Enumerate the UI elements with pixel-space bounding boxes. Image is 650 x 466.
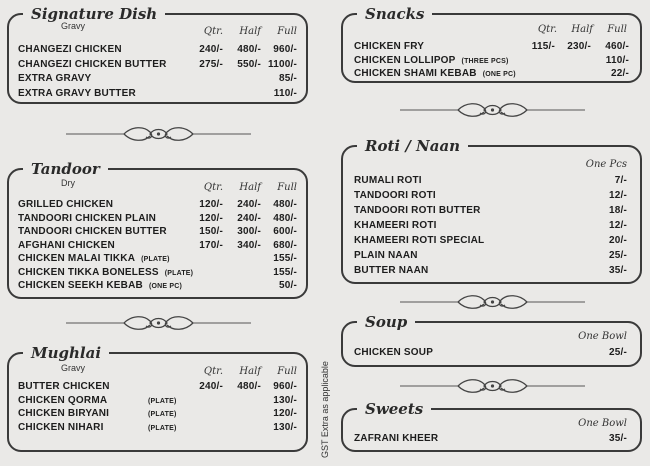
item-name: CHICKEN SOUP [354,347,434,358]
price-full: 680/- [273,239,297,251]
roti-naan-section [341,137,642,284]
price-full: 130/- [273,394,297,406]
menu-item-row [18,394,306,408]
item-name: BUTTER CHICKEN [18,381,110,392]
item-name: KHAMEERI ROTI SPECIAL [354,235,485,246]
price-one: 7/- [614,175,627,186]
price-full: 960/- [273,44,297,55]
price-full: 110/- [605,54,629,66]
price-qtr: 170/- [199,239,223,251]
menu-item-row [18,87,306,101]
tandoor-section [7,160,308,299]
item-name: PLAIN NAAN [354,250,418,261]
price-one: 25/- [608,347,627,358]
menu-item-row [18,43,306,57]
item-note: (THREE PCS) [461,57,509,65]
item-name: ZAFRANI KHEER [354,433,439,444]
price-full: 460/- [605,41,629,52]
section-title: Mughlai [23,345,109,361]
item-name: CHICKEN FRY [354,41,425,52]
menu-item-row [354,204,640,218]
price-full: 130/- [273,421,297,433]
menu-item-row [18,421,306,435]
item-note: (ONE PC) [148,283,183,290]
header-half: Half [239,366,261,377]
item-name: GRILLED CHICKEN [18,199,114,210]
item-name: BUTTER NAAN [354,265,429,276]
gst-note: GST Extra as applicable [320,361,330,458]
menu-item-row [354,219,640,233]
item-name: AFGHANI CHICKEN [18,239,115,251]
item-name: CHANGEZI CHICKEN [18,44,122,55]
price-one: 35/- [608,433,627,444]
menu-item-row [354,432,640,446]
price-qtr: 240/- [199,44,223,55]
header-one-bowl: One Bowl [578,331,627,342]
ornament-divider [400,292,585,312]
price-full: 480/- [273,212,297,224]
price-full: 110/- [273,87,297,99]
menu-item-row [18,72,306,86]
header-full: Full [277,26,297,37]
price-half: 550/- [237,58,261,70]
item-name: TANDOORI CHICKEN BUTTER [18,226,167,237]
menu-item-row [18,380,306,394]
price-qtr: 120/- [199,199,223,210]
header-one-pcs: One Pcs [585,159,627,170]
header-half: Half [239,182,261,193]
price-full: 85/- [278,73,297,84]
item-note: (PLATE) [148,424,177,432]
price-full: 155/- [273,266,297,278]
item-name: CHICKEN TIKKA BONELESS [18,266,159,278]
menu-item-row [354,189,640,203]
item-name: CHANGEZI CHICKEN BUTTER [18,58,167,70]
header-full: Full [277,366,297,377]
menu-item-row [18,239,306,253]
item-note: (ONE PC) [482,71,516,78]
price-qtr: 275/- [199,58,223,70]
price-half: 480/- [237,381,261,392]
section-subtitle: Gravy [61,21,86,31]
price-qtr: 115/- [531,41,555,52]
item-name: TANDOORI CHICKEN PLAIN [18,212,157,224]
section-title: Soup [357,314,415,330]
item-name: TANDOORI ROTI [354,190,436,201]
ornament-divider [66,124,251,144]
price-full: 120/- [273,408,297,419]
item-note: (PLATE) [164,269,194,277]
price-one: 25/- [608,250,627,261]
menu-item-row [354,174,640,188]
price-qtr: 120/- [199,212,223,224]
item-name: EXTRA GRAVY [18,73,92,84]
item-name: CHICKEN QORMA [18,394,108,406]
price-full: 960/- [273,381,297,392]
price-one: 12/- [608,190,627,201]
item-name: CHICKEN SHAMI KEBAB [354,68,477,79]
item-name: TANDOORI ROTI BUTTER [354,205,481,216]
price-one: 18/- [608,205,627,216]
item-name: KHAMEERI ROTI [354,220,437,231]
price-qtr: 240/- [199,381,223,392]
menu-item-row [18,198,306,212]
section-title: Snacks [357,6,432,22]
sweets-section [341,400,642,452]
price-one: 35/- [608,265,627,276]
menu-item-row [18,266,306,280]
menu-item-row [18,407,306,421]
price-half: 300/- [237,226,261,237]
menu-item-row [18,279,306,293]
section-title: Signature Dish [23,6,165,22]
menu-item-row [354,346,640,360]
soup-section [341,313,642,367]
item-name: CHICKEN MALAI TIKKA [18,253,136,264]
menu-item-row [354,54,640,68]
header-full: Full [277,182,297,193]
header-qtr: Qtr. [203,26,223,37]
header-one-bowl: One Bowl [578,418,627,429]
price-half: 230/- [567,41,591,52]
menu-item-row [354,40,640,54]
price-one: 12/- [608,220,627,231]
menu-item-row [354,249,640,263]
item-note: (PLATE) [148,397,177,405]
section-title: Tandoor [23,161,108,177]
price-half: 480/- [237,44,261,55]
header-half: Half [571,24,593,35]
menu-item-row [18,58,306,72]
header-full: Full [607,24,627,35]
header-half: Half [239,26,261,37]
price-half: 340/- [237,239,261,251]
menu-item-row [18,225,306,239]
item-note: (PLATE) [148,411,177,418]
header-qtr: Qtr. [203,366,223,377]
item-note: (PLATE) [141,256,170,263]
price-full: 22/- [610,68,629,79]
menu-item-row [354,67,640,81]
price-qtr: 150/- [199,226,223,237]
price-half: 240/- [237,212,261,224]
price-half: 240/- [237,199,261,210]
price-one: 20/- [608,235,627,246]
price-full: 480/- [273,199,297,210]
menu-item-row [354,264,640,278]
menu-item-row [18,212,306,226]
menu-item-row [354,234,640,248]
price-full: 50/- [278,280,297,291]
section-subtitle: Dry [61,178,75,188]
signature-dish-section [7,5,308,104]
menu-item-row [18,252,306,266]
section-subtitle: Gravy [61,363,86,373]
snacks-section [341,5,642,83]
section-title: Sweets [357,401,431,417]
item-name: CHICKEN SEEKH KEBAB [18,280,143,291]
item-name: CHICKEN LOLLIPOP [354,54,456,66]
item-name: CHICKEN BIRYANI [18,408,110,419]
ornament-divider [400,100,585,120]
mughlai-section [7,344,308,452]
item-name: RUMALI ROTI [354,175,422,186]
header-qtr: Qtr. [537,24,557,35]
price-full: 1100/- [267,58,297,70]
item-name: EXTRA GRAVY BUTTER [18,87,136,99]
ornament-divider [400,376,585,396]
section-title: Roti / Naan [357,138,468,154]
price-full: 600/- [273,226,297,237]
ornament-divider [66,313,251,333]
header-qtr: Qtr. [203,182,223,193]
price-full: 155/- [273,253,297,264]
item-name: CHICKEN NIHARI [18,421,104,433]
